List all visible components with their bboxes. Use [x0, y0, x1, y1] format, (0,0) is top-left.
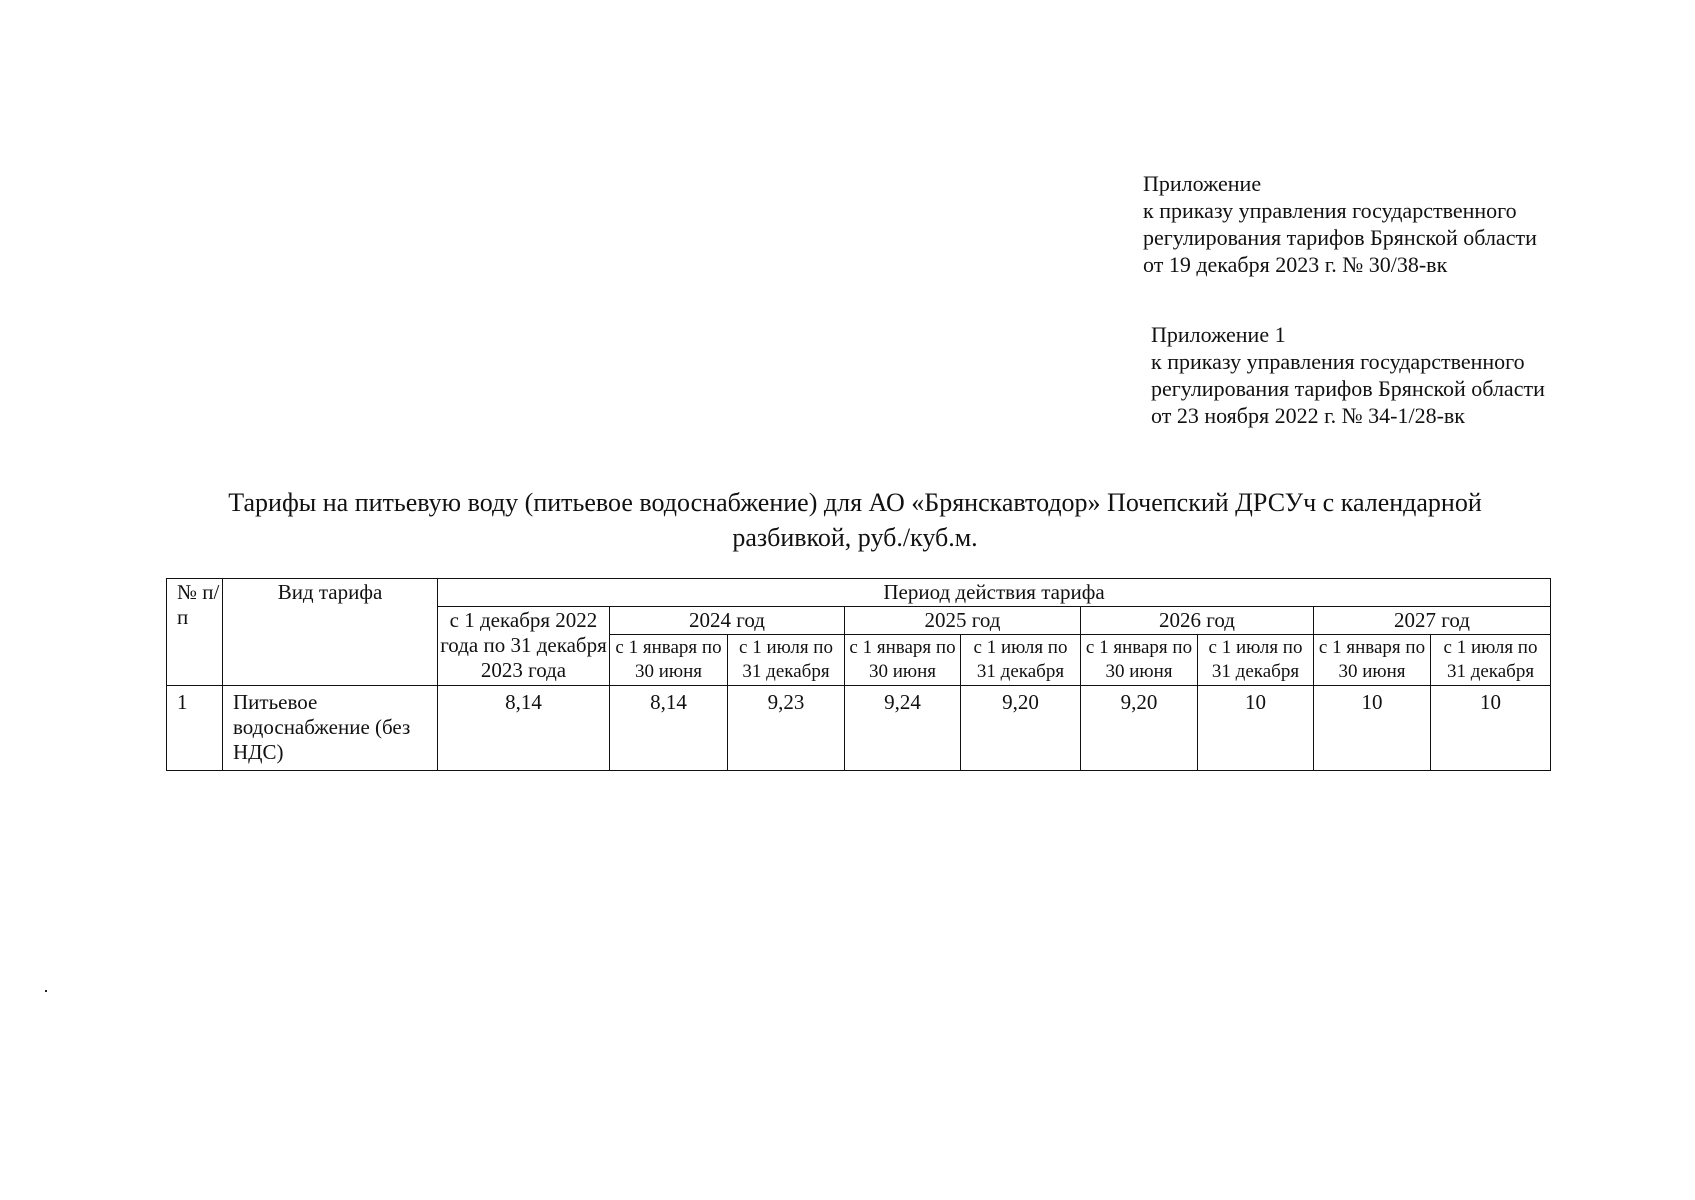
column-header-number: № п/п: [167, 579, 223, 686]
row-number: 1: [167, 686, 223, 771]
annex-note-original: [1151, 321, 1545, 429]
half-year-header: с 1 июля по 31 декабря: [1431, 635, 1551, 686]
tariff-value: 9,23: [728, 686, 845, 771]
tariff-value: 10: [1198, 686, 1314, 771]
year-header-2025: 2025 год: [845, 607, 1081, 635]
title-line-2: разбивкой, руб./куб.м.: [732, 523, 978, 552]
half-year-header: с 1 января по 30 июня: [845, 635, 961, 686]
tariff-value: 9,24: [845, 686, 961, 771]
first-period-header: с 1 декабря 2022 года по 31 декабря 2023 года: [438, 607, 610, 686]
stray-dot: [45, 990, 47, 992]
tariff-table: [166, 578, 1551, 771]
year-header-2024: 2024 год: [610, 607, 845, 635]
annex-line: к приказу управления государственного: [1143, 198, 1517, 223]
tariff-value: 9,20: [1081, 686, 1198, 771]
annex-line: от 23 ноября 2022 г. № 34-1/28-вк: [1151, 403, 1465, 428]
period-header: Период действия тарифа: [438, 579, 1551, 607]
document-title: [150, 485, 1560, 555]
annex-note-current: [1143, 170, 1537, 278]
annex-line: регулирования тарифов Брянской области: [1143, 225, 1537, 250]
year-header-2027: 2027 год: [1314, 607, 1551, 635]
annex-line: Приложение: [1143, 171, 1262, 196]
half-year-header: с 1 июля по 31 декабря: [961, 635, 1081, 686]
half-year-header: с 1 июля по 31 декабря: [1198, 635, 1314, 686]
half-year-header: с 1 января по 30 июня: [1081, 635, 1198, 686]
table-header-row: [167, 579, 1551, 607]
half-year-header: с 1 января по 30 июня: [610, 635, 728, 686]
half-year-header: с 1 июля по 31 декабря: [728, 635, 845, 686]
annex-line: регулирования тарифов Брянской области: [1151, 376, 1545, 401]
tariff-value: 8,14: [610, 686, 728, 771]
tariff-value: 10: [1314, 686, 1431, 771]
annex-line: Приложение 1: [1151, 322, 1286, 347]
half-year-header: с 1 января по 30 июня: [1314, 635, 1431, 686]
tariff-value: 8,14: [438, 686, 610, 771]
table-row: [167, 686, 1551, 771]
title-line-1: Тарифы на питьевую воду (питьевое водоснабжение) для АО «Брянскавтодор» Почепский ДРСУч с календарной: [228, 488, 1482, 517]
year-header-2026: 2026 год: [1081, 607, 1314, 635]
column-header-tariff-type: Вид тарифа: [223, 579, 438, 686]
annex-line: к приказу управления государственного: [1151, 349, 1525, 374]
tariff-value: 9,20: [961, 686, 1081, 771]
tariff-value: 10: [1431, 686, 1551, 771]
annex-line: от 19 декабря 2023 г. № 30/38-вк: [1143, 252, 1448, 277]
row-tariff-type: Питьевое водоснабжение (без НДС): [223, 686, 438, 771]
